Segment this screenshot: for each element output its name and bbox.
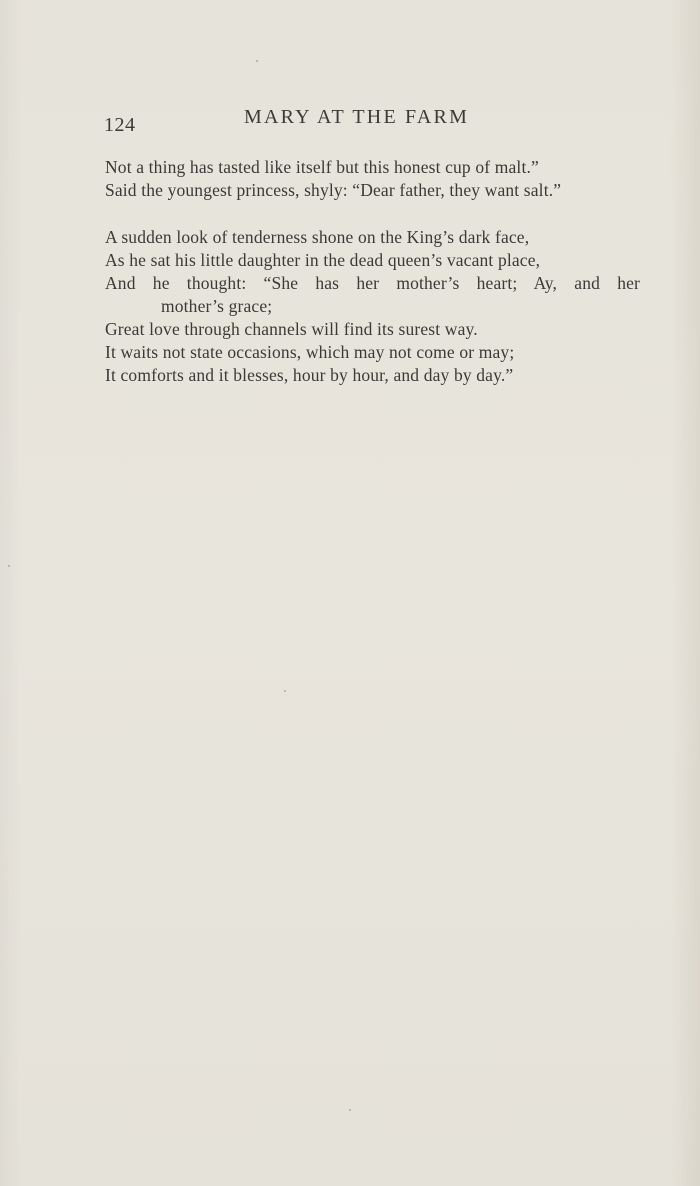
paper-speck <box>8 565 10 567</box>
running-title: MARY AT THE FARM <box>244 106 470 128</box>
stanza-1 <box>105 156 650 202</box>
paper-speck <box>256 60 258 62</box>
running-head <box>104 106 640 136</box>
poem-line: And he thought: “She has her mother’s heart; Ay, and her <box>105 273 640 293</box>
paper-speck <box>349 1109 351 1111</box>
paper-speck <box>284 690 286 692</box>
poem-line: As he sat his little daughter in the dead queen’s vacant place, <box>105 250 541 270</box>
page-number: 124 <box>104 114 136 136</box>
poem-line: Not a thing has tasted like itself but this honest cup of malt.” <box>105 157 539 177</box>
poem-line-turnover: mother’s grace; <box>161 296 273 316</box>
poem-line: It waits not state occasions, which may not come or may; <box>105 342 515 362</box>
poem-text <box>105 156 650 387</box>
poem-line: Great love through channels will find its surest way. <box>105 319 478 339</box>
poem-line: It comforts and it blesses, hour by hour, and day by day.” <box>105 365 514 385</box>
poem-line: A sudden look of tenderness shone on the King’s dark face, <box>105 227 530 247</box>
stanza-2 <box>105 226 650 387</box>
poem-line: Said the youngest princess, shyly: “Dear father, they want salt.” <box>105 180 562 200</box>
